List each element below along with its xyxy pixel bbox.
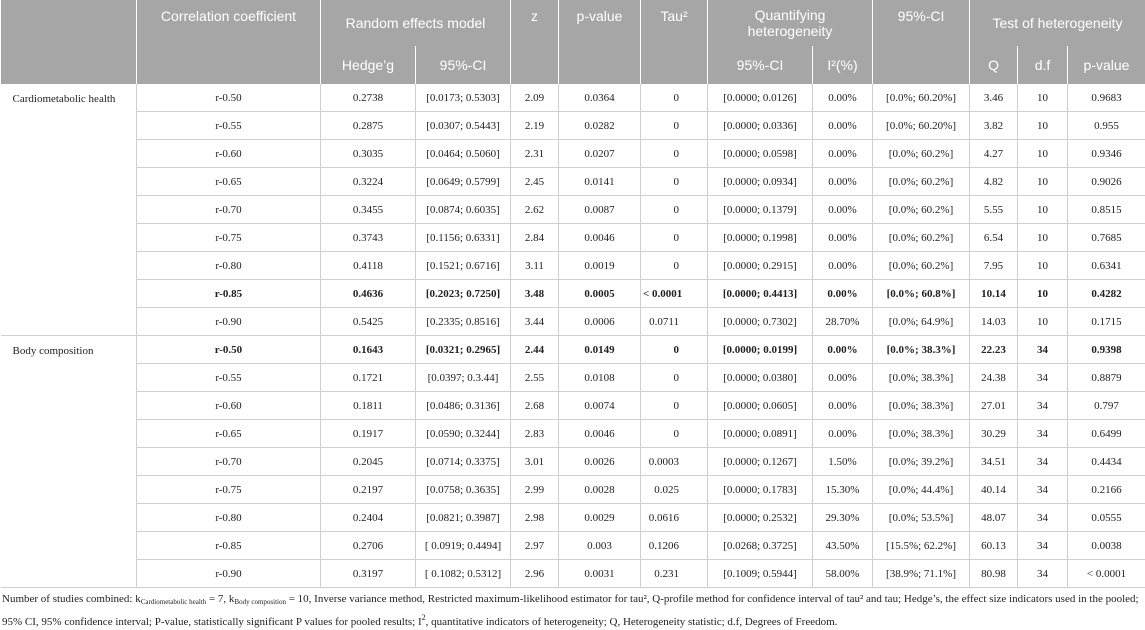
cell-tau2: 0 bbox=[641, 112, 708, 140]
table-row bbox=[1, 224, 1145, 252]
cell-corr-coef: r-0.70 bbox=[137, 448, 321, 476]
cell-tau2: 0 bbox=[641, 196, 708, 224]
cell-ci95: [0.0%; 60.20%] bbox=[873, 112, 970, 140]
cell-het-pvalue: 0.9346 bbox=[1068, 140, 1145, 168]
cell-re-ci: [ 0.0919; 0.4494] bbox=[416, 532, 511, 560]
cell-i2: 58.00% bbox=[813, 560, 873, 588]
table-row bbox=[1, 420, 1145, 448]
cell-q: 24.38 bbox=[970, 364, 1018, 392]
cell-tau2: 0 bbox=[641, 420, 708, 448]
cell-tau2: 0 bbox=[641, 252, 708, 280]
cell-i2: 1.50% bbox=[813, 448, 873, 476]
cell-tau2: 0.0616 bbox=[641, 504, 708, 532]
cell-hedges-g: 0.2404 bbox=[321, 504, 416, 532]
cell-qh-ci: [0.0268; 0.3725] bbox=[708, 532, 813, 560]
cell-het-pvalue: 0.4282 bbox=[1068, 280, 1145, 308]
cell-df: 34 bbox=[1018, 532, 1068, 560]
cell-q: 3.82 bbox=[970, 112, 1018, 140]
cell-i2: 0.00% bbox=[813, 196, 873, 224]
cell-q: 80.98 bbox=[970, 560, 1018, 588]
cell-corr-coef: r-0.90 bbox=[137, 560, 321, 588]
cell-df: 34 bbox=[1018, 336, 1068, 364]
cell-ci95: [0.0%; 44.4%] bbox=[873, 476, 970, 504]
cell-qh-ci: [0.0000; 0.2532] bbox=[708, 504, 813, 532]
cell-het-pvalue: 0.797 bbox=[1068, 392, 1145, 420]
cell-p-value: 0.0019 bbox=[559, 252, 641, 280]
cell-df: 10 bbox=[1018, 112, 1068, 140]
cell-q: 10.14 bbox=[970, 280, 1018, 308]
cell-z-value: 3.48 bbox=[511, 280, 559, 308]
cell-hedges-g: 0.3035 bbox=[321, 140, 416, 168]
cell-re-ci: [0.1521; 0.6716] bbox=[416, 252, 511, 280]
cell-corr-coef: r-0.85 bbox=[137, 532, 321, 560]
cell-i2: 0.00% bbox=[813, 168, 873, 196]
cell-p-value: 0.0046 bbox=[559, 224, 641, 252]
cell-ci95: [0.0%; 39.2%] bbox=[873, 448, 970, 476]
header-tau2: Tau² bbox=[641, 0, 708, 84]
cell-df: 10 bbox=[1018, 84, 1068, 112]
cell-het-pvalue: 0.8515 bbox=[1068, 196, 1145, 224]
cell-hedges-g: 0.3455 bbox=[321, 196, 416, 224]
table-row bbox=[1, 364, 1145, 392]
cell-p-value: 0.0282 bbox=[559, 112, 641, 140]
cell-tau2: 0 bbox=[641, 84, 708, 112]
cell-corr-coef: r-0.90 bbox=[137, 308, 321, 336]
cell-re-ci: [0.0307; 0.5443] bbox=[416, 112, 511, 140]
cell-corr-coef: r-0.80 bbox=[137, 504, 321, 532]
table-row bbox=[1, 280, 1145, 308]
header-re-ci: 95%-CI bbox=[416, 46, 511, 84]
cell-qh-ci: [0.0000; 0.0126] bbox=[708, 84, 813, 112]
cell-hedges-g: 0.3743 bbox=[321, 224, 416, 252]
cell-qh-ci: [0.0000; 0.0891] bbox=[708, 420, 813, 448]
cell-hedges-g: 0.2875 bbox=[321, 112, 416, 140]
cell-qh-ci: [0.1009; 0.5944] bbox=[708, 560, 813, 588]
cell-re-ci: [0.0173; 0.5303] bbox=[416, 84, 511, 112]
cell-corr-coef: r-0.70 bbox=[137, 196, 321, 224]
cell-i2: 0.00% bbox=[813, 140, 873, 168]
table-row bbox=[1, 560, 1145, 588]
cell-het-pvalue: 0.9398 bbox=[1068, 336, 1145, 364]
cell-hedges-g: 0.1917 bbox=[321, 420, 416, 448]
cell-i2: 43.50% bbox=[813, 532, 873, 560]
cell-corr-coef: r-0.50 bbox=[137, 84, 321, 112]
cell-i2: 0.00% bbox=[813, 224, 873, 252]
cell-df: 34 bbox=[1018, 560, 1068, 588]
cell-i2: 28.70% bbox=[813, 308, 873, 336]
cell-ci95: [0.0%; 60.2%] bbox=[873, 196, 970, 224]
cell-df: 34 bbox=[1018, 420, 1068, 448]
cell-tau2: 0.0003 bbox=[641, 448, 708, 476]
cell-qh-ci: [0.0000; 0.4413] bbox=[708, 280, 813, 308]
cell-qh-ci: [0.0000; 0.1379] bbox=[708, 196, 813, 224]
cell-re-ci: [0.0874; 0.6035] bbox=[416, 196, 511, 224]
cell-hedges-g: 0.1721 bbox=[321, 364, 416, 392]
table-row bbox=[1, 476, 1145, 504]
table-body bbox=[1, 84, 1145, 588]
cell-q: 30.29 bbox=[970, 420, 1018, 448]
cell-tau2: 0.1206 bbox=[641, 532, 708, 560]
cell-z-value: 2.83 bbox=[511, 420, 559, 448]
header-pvalue: p-value bbox=[559, 0, 641, 84]
cell-q: 60.13 bbox=[970, 532, 1018, 560]
cell-q: 5.55 bbox=[970, 196, 1018, 224]
cell-df: 10 bbox=[1018, 224, 1068, 252]
table-row bbox=[1, 504, 1145, 532]
cell-qh-ci: [0.0000; 0.7302] bbox=[708, 308, 813, 336]
cell-ci95: [0.0%; 38.3%] bbox=[873, 364, 970, 392]
table-row bbox=[1, 84, 1145, 112]
header-random-effects: Random effects model bbox=[321, 0, 511, 46]
group-label: Cardiometabolic health bbox=[1, 84, 137, 336]
cell-p-value: 0.0087 bbox=[559, 196, 641, 224]
cell-het-pvalue: 0.955 bbox=[1068, 112, 1145, 140]
cell-q: 48.07 bbox=[970, 504, 1018, 532]
cell-qh-ci: [0.0000; 0.1783] bbox=[708, 476, 813, 504]
cell-ci95: [0.0%; 60.2%] bbox=[873, 252, 970, 280]
cell-z-value: 2.68 bbox=[511, 392, 559, 420]
group-label: Body composition bbox=[1, 336, 137, 588]
cell-hedges-g: 0.1811 bbox=[321, 392, 416, 420]
cell-q: 6.54 bbox=[970, 224, 1018, 252]
cell-tau2: 0.0711 bbox=[641, 308, 708, 336]
cell-corr-coef: r-0.60 bbox=[137, 140, 321, 168]
cell-p-value: 0.0364 bbox=[559, 84, 641, 112]
cell-df: 34 bbox=[1018, 504, 1068, 532]
cell-re-ci: [0.0758; 0.3635] bbox=[416, 476, 511, 504]
cell-ci95: [0.0%; 60.20%] bbox=[873, 84, 970, 112]
cell-corr-coef: r-0.75 bbox=[137, 224, 321, 252]
cell-df: 34 bbox=[1018, 448, 1068, 476]
cell-i2: 29.30% bbox=[813, 504, 873, 532]
cell-qh-ci: [0.0000; 0.1267] bbox=[708, 448, 813, 476]
cell-q: 40.14 bbox=[970, 476, 1018, 504]
cell-z-value: 2.97 bbox=[511, 532, 559, 560]
cell-het-pvalue: 0.6499 bbox=[1068, 420, 1145, 448]
cell-re-ci: [0.2023; 0.7250] bbox=[416, 280, 511, 308]
cell-re-ci: [0.0486; 0.3136] bbox=[416, 392, 511, 420]
cell-tau2: 0 bbox=[641, 364, 708, 392]
cell-re-ci: [0.0714; 0.3375] bbox=[416, 448, 511, 476]
cell-z-value: 2.55 bbox=[511, 364, 559, 392]
cell-q: 7.95 bbox=[970, 252, 1018, 280]
cell-hedges-g: 0.1643 bbox=[321, 336, 416, 364]
cell-i2: 0.00% bbox=[813, 84, 873, 112]
header-df: d.f bbox=[1018, 46, 1068, 84]
cell-ci95: [0.0%; 53.5%] bbox=[873, 504, 970, 532]
cell-ci95: [0.0%; 38.3%] bbox=[873, 392, 970, 420]
header-z: z bbox=[511, 0, 559, 84]
cell-p-value: 0.0149 bbox=[559, 336, 641, 364]
cell-p-value: 0.0029 bbox=[559, 504, 641, 532]
cell-het-pvalue: 0.1715 bbox=[1068, 308, 1145, 336]
header-group-col bbox=[1, 0, 137, 84]
cell-hedges-g: 0.4636 bbox=[321, 280, 416, 308]
cell-df: 34 bbox=[1018, 364, 1068, 392]
cell-df: 10 bbox=[1018, 168, 1068, 196]
table-row bbox=[1, 140, 1145, 168]
cell-corr-coef: r-0.85 bbox=[137, 280, 321, 308]
cell-ci95: [0.0%; 60.2%] bbox=[873, 224, 970, 252]
cell-p-value: 0.003 bbox=[559, 532, 641, 560]
cell-corr-coef: r-0.65 bbox=[137, 168, 321, 196]
table-row bbox=[1, 168, 1145, 196]
cell-re-ci: [0.0397; 0.3.44] bbox=[416, 364, 511, 392]
cell-i2: 0.00% bbox=[813, 112, 873, 140]
cell-qh-ci: [0.0000; 0.0598] bbox=[708, 140, 813, 168]
cell-corr-coef: r-0.75 bbox=[137, 476, 321, 504]
cell-tau2: < 0.0001 bbox=[641, 280, 708, 308]
cell-het-pvalue: 0.9026 bbox=[1068, 168, 1145, 196]
cell-p-value: 0.0046 bbox=[559, 420, 641, 448]
cell-p-value: 0.0074 bbox=[559, 392, 641, 420]
cell-ci95: [0.0%; 60.2%] bbox=[873, 168, 970, 196]
cell-z-value: 3.11 bbox=[511, 252, 559, 280]
cell-df: 10 bbox=[1018, 140, 1068, 168]
table-row bbox=[1, 532, 1145, 560]
cell-q: 4.27 bbox=[970, 140, 1018, 168]
cell-het-pvalue: 0.7685 bbox=[1068, 224, 1145, 252]
cell-z-value: 2.84 bbox=[511, 224, 559, 252]
header-q: Q bbox=[970, 46, 1018, 84]
cell-hedges-g: 0.3224 bbox=[321, 168, 416, 196]
cell-qh-ci: [0.0000; 0.0199] bbox=[708, 336, 813, 364]
cell-q: 34.51 bbox=[970, 448, 1018, 476]
cell-qh-ci: [0.0000; 0.0605] bbox=[708, 392, 813, 420]
cell-hedges-g: 0.2045 bbox=[321, 448, 416, 476]
cell-z-value: 2.19 bbox=[511, 112, 559, 140]
cell-hedges-g: 0.3197 bbox=[321, 560, 416, 588]
cell-het-pvalue: < 0.0001 bbox=[1068, 560, 1145, 588]
table-row bbox=[1, 252, 1145, 280]
cell-qh-ci: [0.0000; 0.1998] bbox=[708, 224, 813, 252]
cell-ci95: [0.0%; 38.3%] bbox=[873, 336, 970, 364]
cell-i2: 0.00% bbox=[813, 280, 873, 308]
table-row bbox=[1, 308, 1145, 336]
cell-corr-coef: r-0.50 bbox=[137, 336, 321, 364]
cell-z-value: 2.31 bbox=[511, 140, 559, 168]
cell-z-value: 2.44 bbox=[511, 336, 559, 364]
cell-ci95: [0.0%; 60.8%] bbox=[873, 280, 970, 308]
cell-p-value: 0.0005 bbox=[559, 280, 641, 308]
cell-i2: 0.00% bbox=[813, 420, 873, 448]
cell-ci95: [0.0%; 38.3%] bbox=[873, 420, 970, 448]
cell-qh-ci: [0.0000; 0.2915] bbox=[708, 252, 813, 280]
table-row bbox=[1, 196, 1145, 224]
cell-p-value: 0.0031 bbox=[559, 560, 641, 588]
header-ci95: 95%-CI bbox=[873, 0, 970, 84]
cell-q: 14.03 bbox=[970, 308, 1018, 336]
header-het-pvalue: p-value bbox=[1068, 46, 1145, 84]
cell-z-value: 2.45 bbox=[511, 168, 559, 196]
cell-tau2: 0 bbox=[641, 392, 708, 420]
cell-het-pvalue: 0.0555 bbox=[1068, 504, 1145, 532]
cell-hedges-g: 0.2706 bbox=[321, 532, 416, 560]
cell-corr-coef: r-0.65 bbox=[137, 420, 321, 448]
header-correlation: Correlation coefficient bbox=[137, 0, 321, 84]
cell-z-value: 3.01 bbox=[511, 448, 559, 476]
cell-i2: 0.00% bbox=[813, 392, 873, 420]
cell-tau2: 0.231 bbox=[641, 560, 708, 588]
table-row bbox=[1, 448, 1145, 476]
cell-i2: 0.00% bbox=[813, 336, 873, 364]
cell-corr-coef: r-0.60 bbox=[137, 392, 321, 420]
cell-qh-ci: [0.0000; 0.0934] bbox=[708, 168, 813, 196]
cell-hedges-g: 0.5425 bbox=[321, 308, 416, 336]
header-test-heterogeneity: Test of heterogeneity bbox=[970, 0, 1145, 46]
cell-p-value: 0.0141 bbox=[559, 168, 641, 196]
cell-df: 34 bbox=[1018, 476, 1068, 504]
cell-z-value: 2.09 bbox=[511, 84, 559, 112]
cell-p-value: 0.0026 bbox=[559, 448, 641, 476]
cell-ci95: [38.9%; 71.1%] bbox=[873, 560, 970, 588]
cell-tau2: 0 bbox=[641, 336, 708, 364]
cell-re-ci: [0.0649; 0.5799] bbox=[416, 168, 511, 196]
cell-z-value: 2.99 bbox=[511, 476, 559, 504]
cell-het-pvalue: 0.9683 bbox=[1068, 84, 1145, 112]
cell-df: 10 bbox=[1018, 308, 1068, 336]
cell-hedges-g: 0.4118 bbox=[321, 252, 416, 280]
cell-re-ci: [0.0464; 0.5060] bbox=[416, 140, 511, 168]
cell-corr-coef: r-0.55 bbox=[137, 364, 321, 392]
header-i2: I²(%) bbox=[813, 46, 873, 84]
cell-ci95: [15.5%; 62.2%] bbox=[873, 532, 970, 560]
cell-qh-ci: [0.0000; 0.0336] bbox=[708, 112, 813, 140]
cell-het-pvalue: 0.8879 bbox=[1068, 364, 1145, 392]
cell-df: 10 bbox=[1018, 280, 1068, 308]
table-row bbox=[1, 112, 1145, 140]
cell-re-ci: [0.2335; 0.8516] bbox=[416, 308, 511, 336]
cell-z-value: 2.62 bbox=[511, 196, 559, 224]
cell-tau2: 0 bbox=[641, 168, 708, 196]
cell-q: 22.23 bbox=[970, 336, 1018, 364]
cell-p-value: 0.0108 bbox=[559, 364, 641, 392]
header-quantifying-heterogeneity: Quantifying heterogeneity bbox=[708, 0, 873, 46]
cell-df: 34 bbox=[1018, 392, 1068, 420]
cell-q: 27.01 bbox=[970, 392, 1018, 420]
cell-z-value: 2.96 bbox=[511, 560, 559, 588]
table-row bbox=[1, 392, 1145, 420]
cell-re-ci: [0.0821; 0.3987] bbox=[416, 504, 511, 532]
cell-p-value: 0.0028 bbox=[559, 476, 641, 504]
cell-tau2: 0 bbox=[641, 140, 708, 168]
cell-corr-coef: r-0.80 bbox=[137, 252, 321, 280]
cell-tau2: 0 bbox=[641, 224, 708, 252]
cell-het-pvalue: 0.0038 bbox=[1068, 532, 1145, 560]
cell-re-ci: [0.0321; 0.2965] bbox=[416, 336, 511, 364]
header-hedges-g: Hedge’g bbox=[321, 46, 416, 84]
cell-df: 10 bbox=[1018, 196, 1068, 224]
cell-z-value: 2.98 bbox=[511, 504, 559, 532]
table-header bbox=[1, 0, 1145, 84]
cell-corr-coef: r-0.55 bbox=[137, 112, 321, 140]
cell-het-pvalue: 0.2166 bbox=[1068, 476, 1145, 504]
cell-q: 4.82 bbox=[970, 168, 1018, 196]
header-qh-ci: 95%-CI bbox=[708, 46, 813, 84]
cell-p-value: 0.0006 bbox=[559, 308, 641, 336]
cell-i2: 0.00% bbox=[813, 252, 873, 280]
cell-i2: 0.00% bbox=[813, 364, 873, 392]
cell-re-ci: [0.1156; 0.6331] bbox=[416, 224, 511, 252]
cell-hedges-g: 0.2738 bbox=[321, 84, 416, 112]
cell-re-ci: [ 0.1082; 0.5312] bbox=[416, 560, 511, 588]
cell-het-pvalue: 0.4434 bbox=[1068, 448, 1145, 476]
table-row bbox=[1, 336, 1145, 364]
cell-df: 10 bbox=[1018, 252, 1068, 280]
cell-re-ci: [0.0590; 0.3244] bbox=[416, 420, 511, 448]
cell-p-value: 0.0207 bbox=[559, 140, 641, 168]
cell-z-value: 3.44 bbox=[511, 308, 559, 336]
cell-ci95: [0.0%; 64.9%] bbox=[873, 308, 970, 336]
cell-qh-ci: [0.0000; 0.0380] bbox=[708, 364, 813, 392]
footnote: Number of studies combined: $k_{Cardiometabolic health} = 7$, $k_{Body composition} = 10$, Inverse variance method, Restricted maximum-likelihood estimator for tau², Q-profile method for confidence interval of tau² and tau; Hedge’s, the effect size indicators used in the pooled; 95% CI, 95% confidence interval; P-value, statistically significant P values for pooled results; $I^2$, quantitative indicators of heterogeneity; Q, Heterogeneity statistic; d.f, Degrees of Freedom. bbox=[0, 588, 1145, 630]
cell-het-pvalue: 0.6341 bbox=[1068, 252, 1145, 280]
cell-hedges-g: 0.2197 bbox=[321, 476, 416, 504]
cell-q: 3.46 bbox=[970, 84, 1018, 112]
cell-tau2: 0.025 bbox=[641, 476, 708, 504]
cell-i2: 15.30% bbox=[813, 476, 873, 504]
cell-ci95: [0.0%; 60.2%] bbox=[873, 140, 970, 168]
